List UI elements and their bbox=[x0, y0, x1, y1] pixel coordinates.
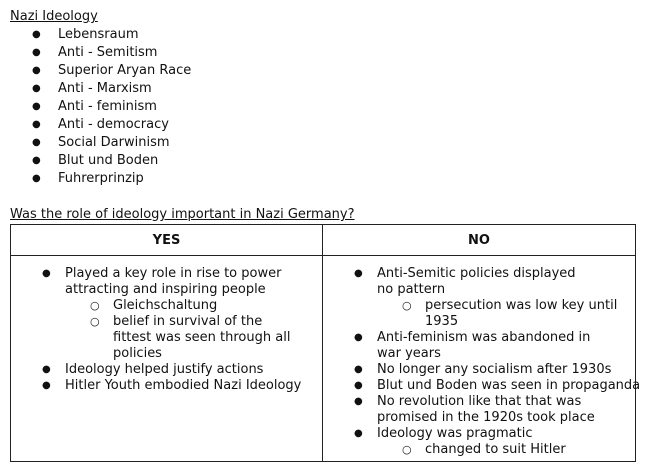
list-item: ● Fuhrerprinzip bbox=[32, 170, 191, 188]
heading-nazi-ideology: Nazi Ideology bbox=[10, 9, 98, 24]
ideology-list bbox=[32, 26, 191, 188]
no-subitem: ○ persecution was low key until 1935 bbox=[425, 298, 620, 330]
no-item: ● Blut und Boden was seen in propaganda bbox=[377, 378, 635, 394]
no-header: NO bbox=[323, 225, 636, 256]
no-cell bbox=[323, 256, 641, 462]
yes-subitem: ○ belief in survival of the fittest was seen through all policies bbox=[113, 314, 303, 362]
yes-cell bbox=[11, 256, 323, 462]
yes-item: ● Ideology helped justify actions bbox=[65, 362, 322, 378]
list-item: ● Social Darwinism bbox=[32, 134, 191, 152]
no-item: ● No revolution like that that was promised in the 1920s took place bbox=[377, 394, 602, 426]
heading-question: Was the role of ideology important in Nazi Germany? bbox=[10, 207, 355, 222]
no-item: ● Anti-feminism was abandoned in war years bbox=[377, 330, 612, 362]
list-item: ● Blut und Boden bbox=[32, 152, 191, 170]
yes-no-table bbox=[10, 224, 641, 462]
yes-item: ● Played a key role in rise to power attracting and inspiring people bbox=[65, 266, 287, 298]
no-subitem: ○ changed to suit Hitler bbox=[425, 442, 635, 458]
list-item: ● Anti - democracy bbox=[32, 116, 191, 134]
no-item: ● Ideology was pragmatic bbox=[377, 426, 635, 442]
list-item: ● Anti - feminism bbox=[32, 98, 191, 116]
list-item: ● Anti - Marxism bbox=[32, 80, 191, 98]
list-item: ● Superior Aryan Race bbox=[32, 62, 191, 80]
yes-subitem: ○ Gleichschaltung bbox=[113, 298, 322, 314]
no-item: ● Anti-Semitic policies displayed no pattern bbox=[377, 266, 592, 298]
yes-header: YES bbox=[11, 225, 323, 256]
no-item: ● No longer any socialism after 1930s bbox=[377, 362, 635, 378]
list-item: ● Anti - Semitism bbox=[32, 44, 191, 62]
yes-item: ● Hitler Youth embodied Nazi Ideology bbox=[65, 378, 322, 394]
list-item: ● Lebensraum bbox=[32, 26, 191, 44]
